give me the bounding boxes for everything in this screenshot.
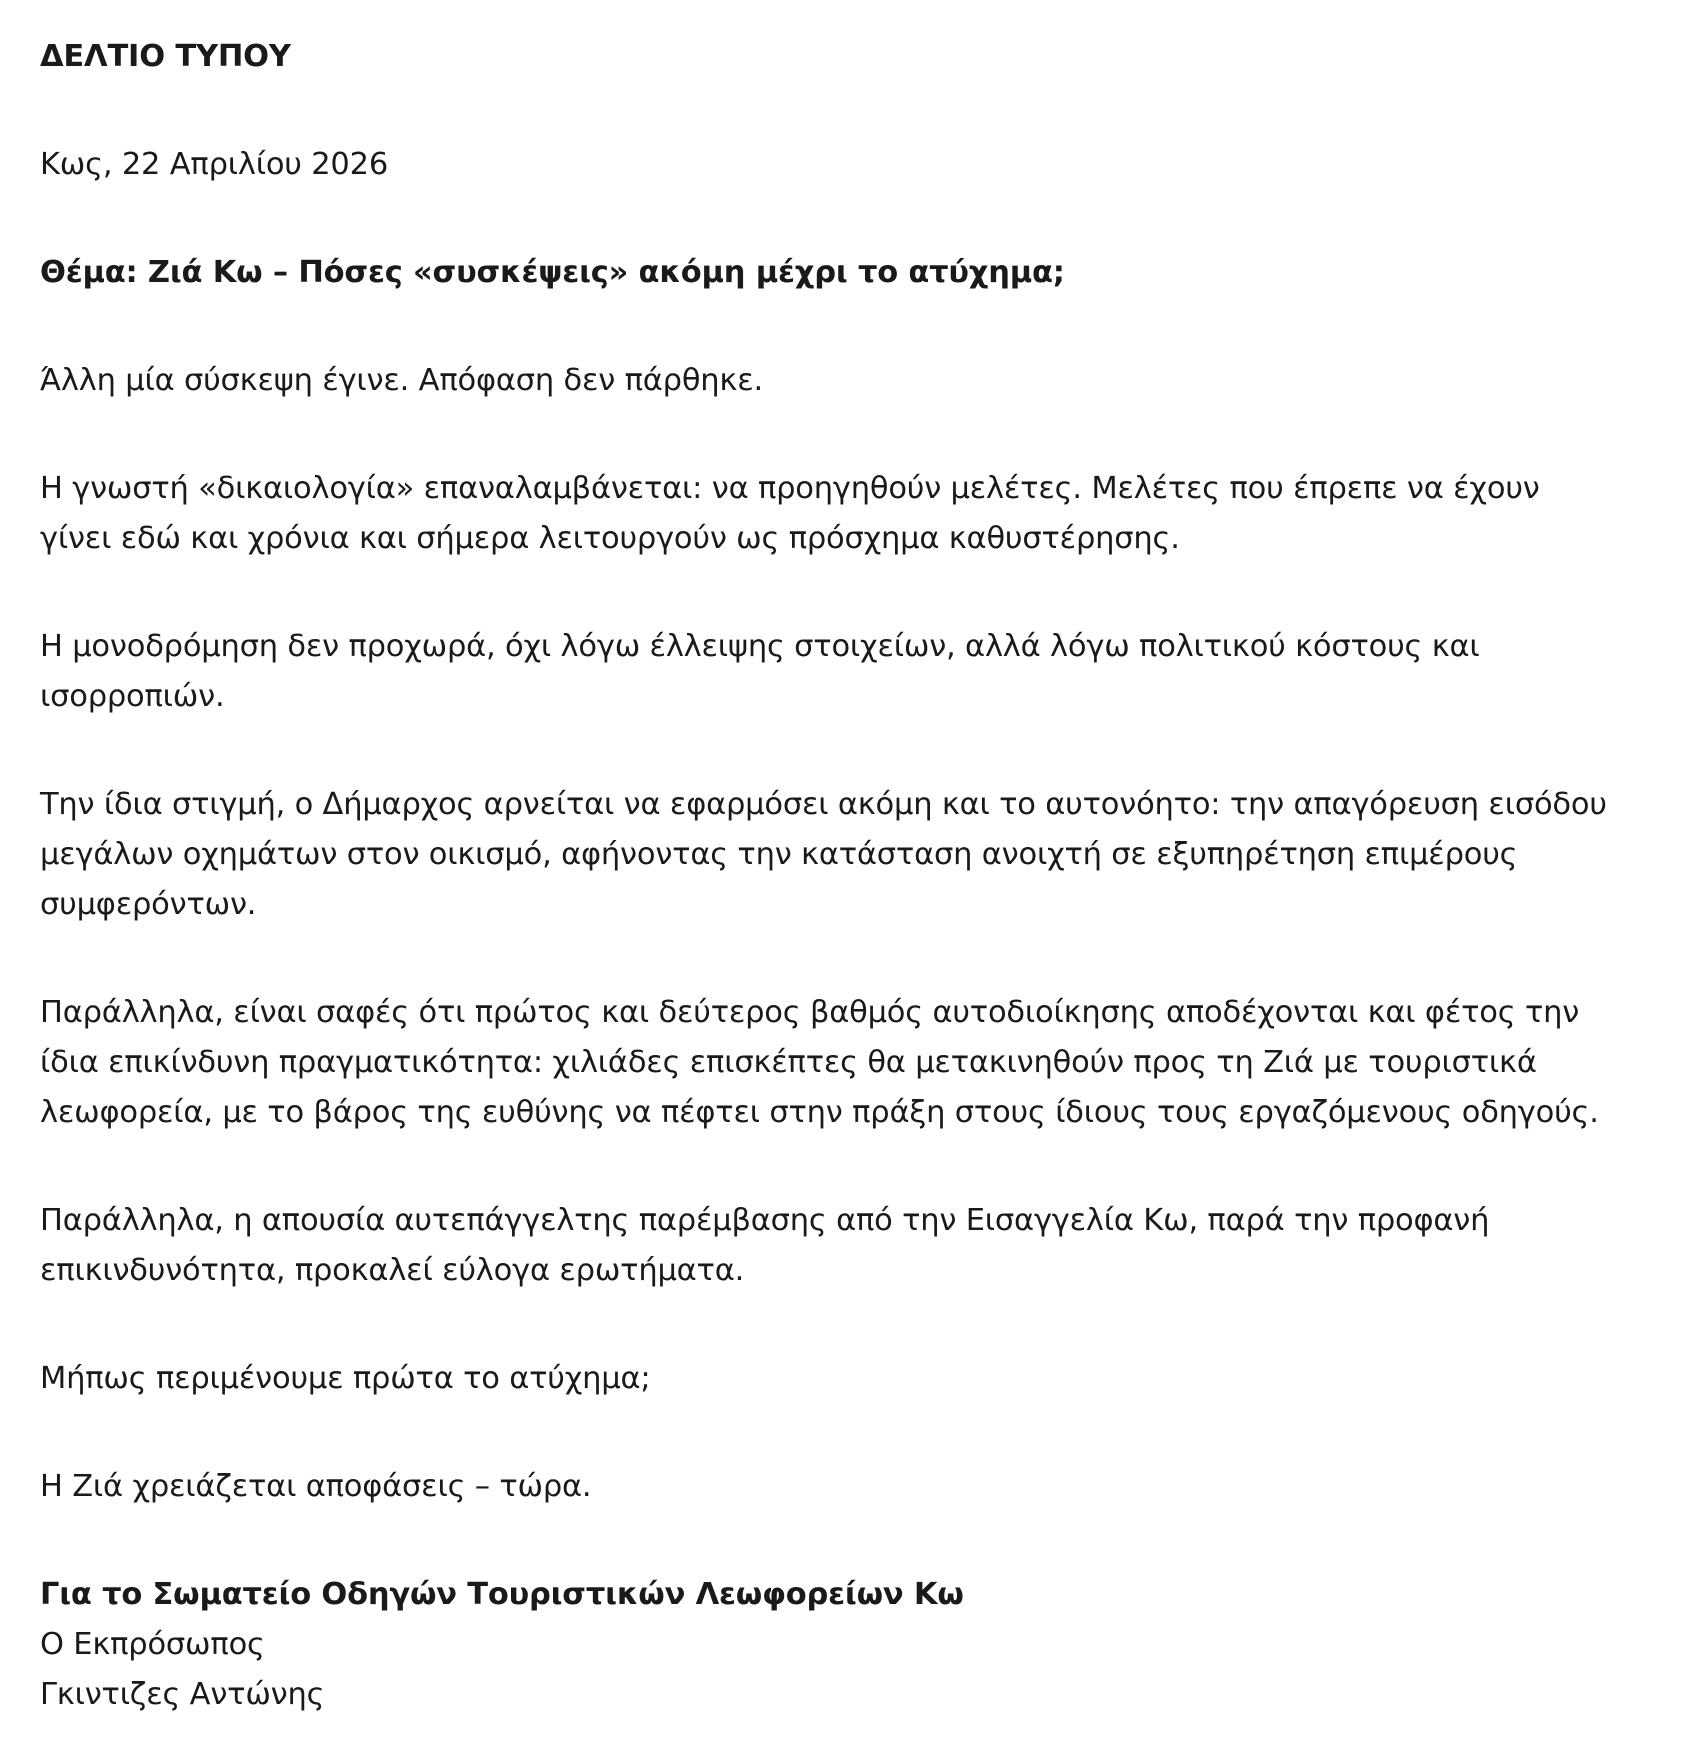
- subject-line: Θέμα: Ζιά Κω – Πόσες «συσκέψεις» ακόμη μέχρι το ατύχημα;: [40, 255, 1065, 290]
- signature-organization: Για το Σωματείο Οδηγών Τουριστικών Λεωφορείων Κω: [40, 1577, 964, 1612]
- paragraph-line: Άλλη μία σύσκεψη έγινε. Απόφαση δεν πάρθηκε.: [40, 363, 763, 398]
- signature-role: Ο Εκπρόσωπος: [40, 1627, 265, 1662]
- paragraph-line: ίδια επικίνδυνη πραγματικότητα: χιλιάδες επισκέπτες θα μετακινηθούν προς τη Ζιά με τουριστικά: [40, 1045, 1537, 1080]
- paragraph-line: λεωφορεία, με το βάρος της ευθύνης να πέφτει στην πράξη στους ίδιους τους εργαζόμενους οδηγούς.: [40, 1095, 1599, 1130]
- paragraph-line: Μήπως περιμένουμε πρώτα το ατύχημα;: [40, 1361, 651, 1396]
- document-heading: ΔΕΛΤΙΟ ΤΥΠΟΥ: [40, 39, 291, 74]
- paragraph-line: συμφερόντων.: [40, 887, 257, 922]
- paragraph-line: μεγάλων οχημάτων στον οικισμό, αφήνοντας την κατάσταση ανοιχτή σε εξυπηρέτηση επιμέρους: [40, 837, 1518, 872]
- paragraph-line: Την ίδια στιγμή, ο Δήμαρχος αρνείται να εφαρμόσει ακόμη και το αυτονόητο: την απαγόρευση εισόδου: [40, 787, 1607, 822]
- paragraph-line: γίνει εδώ και χρόνια και σήμερα λειτουργούν ως πρόσχημα καθυστέρησης.: [40, 521, 1180, 556]
- paragraph-line: επικινδυνότητα, προκαλεί εύλογα ερωτήματα.: [40, 1253, 745, 1288]
- paragraph-line: Παράλληλα, η απουσία αυτεπάγγελτης παρέμβασης από την Εισαγγελία Κω, παρά την προφανή: [40, 1203, 1490, 1238]
- paragraph-line: Η γνωστή «δικαιολογία» επαναλαμβάνεται: να προηγηθούν μελέτες. Μελέτες που έπρεπε να έχουν: [40, 471, 1540, 506]
- signature-name: Γκιντιζες Αντώνης: [40, 1677, 325, 1712]
- paragraph-line: Η μονοδρόμηση δεν προχωρά, όχι λόγω έλλειψης στοιχείων, αλλά λόγω πολιτικού κόστους και: [40, 629, 1480, 664]
- paragraph-line: Παράλληλα, είναι σαφές ότι πρώτος και δεύτερος βαθμός αυτοδιοίκησης αποδέχονται και φέτος την: [40, 995, 1580, 1030]
- paragraph-line: Η Ζιά χρειάζεται αποφάσεις – τώρα.: [40, 1469, 592, 1504]
- paragraph-line: ισορροπιών.: [40, 679, 225, 714]
- place-date: Κως, 22 Απριλίου 2026: [40, 147, 389, 182]
